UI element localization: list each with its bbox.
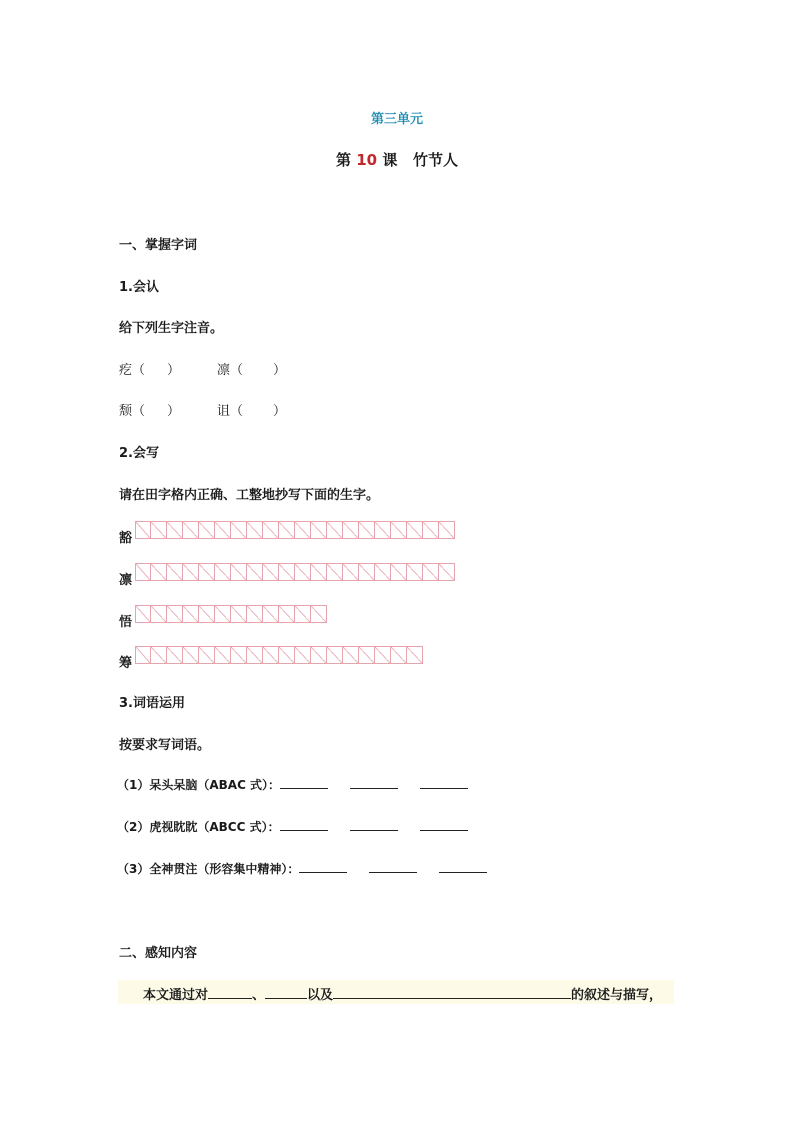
part3-instruction: 按要求写词语。 [119, 738, 211, 753]
tianzige-cell[interactable] [375, 563, 391, 581]
tianzige-row[interactable] [135, 605, 327, 623]
answer-blank[interactable] [208, 984, 252, 999]
tianzige-cell[interactable] [135, 605, 151, 623]
part1-instruction: 给下列生字注音。 [119, 321, 224, 336]
tianzige-cell[interactable] [407, 646, 423, 664]
grid-char: 豁 [119, 531, 133, 546]
grid-char: 悟 [119, 615, 133, 630]
tianzige-cell[interactable] [343, 521, 359, 539]
tianzige-cell[interactable] [215, 563, 231, 581]
tianzige-cell[interactable] [135, 521, 151, 539]
answer-blank[interactable] [439, 860, 487, 873]
pinyin-item: 诅（ ） [217, 404, 287, 419]
tianzige-cell[interactable] [343, 563, 359, 581]
answer-blank[interactable] [369, 860, 417, 873]
tianzige-cell[interactable] [199, 605, 215, 623]
tianzige-cell[interactable] [167, 521, 183, 539]
tianzige-cell[interactable] [199, 521, 215, 539]
grid-char: 凛 [119, 573, 133, 588]
tianzige-cell[interactable] [199, 563, 215, 581]
tianzige-cell[interactable] [247, 521, 263, 539]
pinyin-item: 凛（ ） [217, 363, 287, 378]
tianzige-cell[interactable] [327, 646, 343, 664]
tianzige-cell[interactable] [407, 521, 423, 539]
lesson-suffix: 课 [377, 151, 398, 169]
tianzige-cell[interactable] [215, 605, 231, 623]
tianzige-cell[interactable] [359, 521, 375, 539]
tianzige-cell[interactable] [247, 646, 263, 664]
tianzige-cell[interactable] [279, 646, 295, 664]
section2-title: 二、感知内容 [119, 946, 198, 961]
tianzige-cell[interactable] [327, 521, 343, 539]
unit-title: 第三单元 [370, 112, 423, 127]
tianzige-cell[interactable] [167, 646, 183, 664]
tianzige-cell[interactable] [343, 646, 359, 664]
tianzige-cell[interactable] [391, 563, 407, 581]
tianzige-cell[interactable] [183, 563, 199, 581]
word-item: （1）呆头呆脑（ABAC 式）： [117, 776, 468, 793]
section1-title: 一、掌握字词 [119, 238, 198, 253]
tianzige-cell[interactable] [439, 563, 455, 581]
tianzige-cell[interactable] [311, 521, 327, 539]
tianzige-cell[interactable] [183, 521, 199, 539]
tianzige-cell[interactable] [295, 605, 311, 623]
tianzige-cell[interactable] [311, 605, 327, 623]
tianzige-cell[interactable] [311, 563, 327, 581]
tianzige-cell[interactable] [279, 605, 295, 623]
tianzige-cell[interactable] [359, 646, 375, 664]
tianzige-row[interactable] [135, 646, 423, 664]
tianzige-cell[interactable] [199, 646, 215, 664]
tianzige-cell[interactable] [135, 563, 151, 581]
tianzige-cell[interactable] [439, 521, 455, 539]
tianzige-cell[interactable] [327, 563, 343, 581]
tianzige-cell[interactable] [375, 521, 391, 539]
tianzige-row[interactable] [135, 563, 455, 581]
tianzige-cell[interactable] [231, 521, 247, 539]
tianzige-cell[interactable] [135, 646, 151, 664]
tianzige-cell[interactable] [247, 605, 263, 623]
pinyin-item: 疙（ ） [119, 363, 181, 378]
tianzige-cell[interactable] [151, 521, 167, 539]
part2-instruction: 请在田字格内正确、工整地抄写下面的生字。 [119, 488, 380, 503]
pinyin-item: 颓（ ） [119, 404, 181, 419]
tianzige-cell[interactable] [231, 605, 247, 623]
answer-blank[interactable] [350, 818, 398, 831]
tianzige-cell[interactable] [263, 646, 279, 664]
part2-title: 2.会写 [119, 446, 159, 461]
tianzige-cell[interactable] [167, 563, 183, 581]
answer-blank[interactable] [280, 818, 328, 831]
tianzige-cell[interactable] [311, 646, 327, 664]
tianzige-cell[interactable] [279, 563, 295, 581]
tianzige-cell[interactable] [423, 563, 439, 581]
tianzige-cell[interactable] [375, 646, 391, 664]
answer-blank[interactable] [265, 984, 307, 999]
part3-title: 3.词语运用 [119, 696, 185, 711]
tianzige-cell[interactable] [151, 646, 167, 664]
tianzige-cell[interactable] [295, 563, 311, 581]
tianzige-row[interactable] [135, 521, 455, 539]
tianzige-cell[interactable] [391, 646, 407, 664]
tianzige-cell[interactable] [215, 646, 231, 664]
summary-sentence: 本文通过对 、 以及 的叙述与描写， [143, 984, 662, 1003]
tianzige-cell[interactable] [407, 563, 423, 581]
tianzige-cell[interactable] [183, 605, 199, 623]
lesson-name: 竹节人 [413, 151, 459, 169]
lesson-title [0, 149, 794, 170]
tianzige-cell[interactable] [167, 605, 183, 623]
answer-blank[interactable] [350, 776, 398, 789]
tianzige-cell[interactable] [295, 646, 311, 664]
tianzige-cell[interactable] [263, 605, 279, 623]
answer-blank[interactable] [333, 984, 571, 999]
answer-blank[interactable] [299, 860, 347, 873]
answer-blank[interactable] [420, 818, 468, 831]
tianzige-cell[interactable] [183, 646, 199, 664]
word-item: （2）虎视眈眈（ABCC 式）： [117, 818, 468, 835]
part1-title: 1.会认 [119, 280, 159, 295]
tianzige-cell[interactable] [279, 521, 295, 539]
tianzige-cell[interactable] [263, 521, 279, 539]
answer-blank[interactable] [420, 776, 468, 789]
tianzige-cell[interactable] [263, 563, 279, 581]
grid-char: 筹 [119, 656, 133, 671]
tianzige-cell[interactable] [359, 563, 375, 581]
lesson-prefix: 第 [335, 151, 357, 169]
tianzige-cell[interactable] [423, 521, 439, 539]
tianzige-cell[interactable] [391, 521, 407, 539]
tianzige-cell[interactable] [295, 521, 311, 539]
tianzige-cell[interactable] [151, 605, 167, 623]
answer-blank[interactable] [280, 776, 328, 789]
lesson-number: 10 [356, 151, 378, 169]
tianzige-cell[interactable] [151, 563, 167, 581]
tianzige-cell[interactable] [231, 646, 247, 664]
tianzige-cell[interactable] [231, 563, 247, 581]
tianzige-cell[interactable] [215, 521, 231, 539]
tianzige-cell[interactable] [247, 563, 263, 581]
word-item: （3）全神贯注（形容集中精神）： [117, 860, 487, 877]
